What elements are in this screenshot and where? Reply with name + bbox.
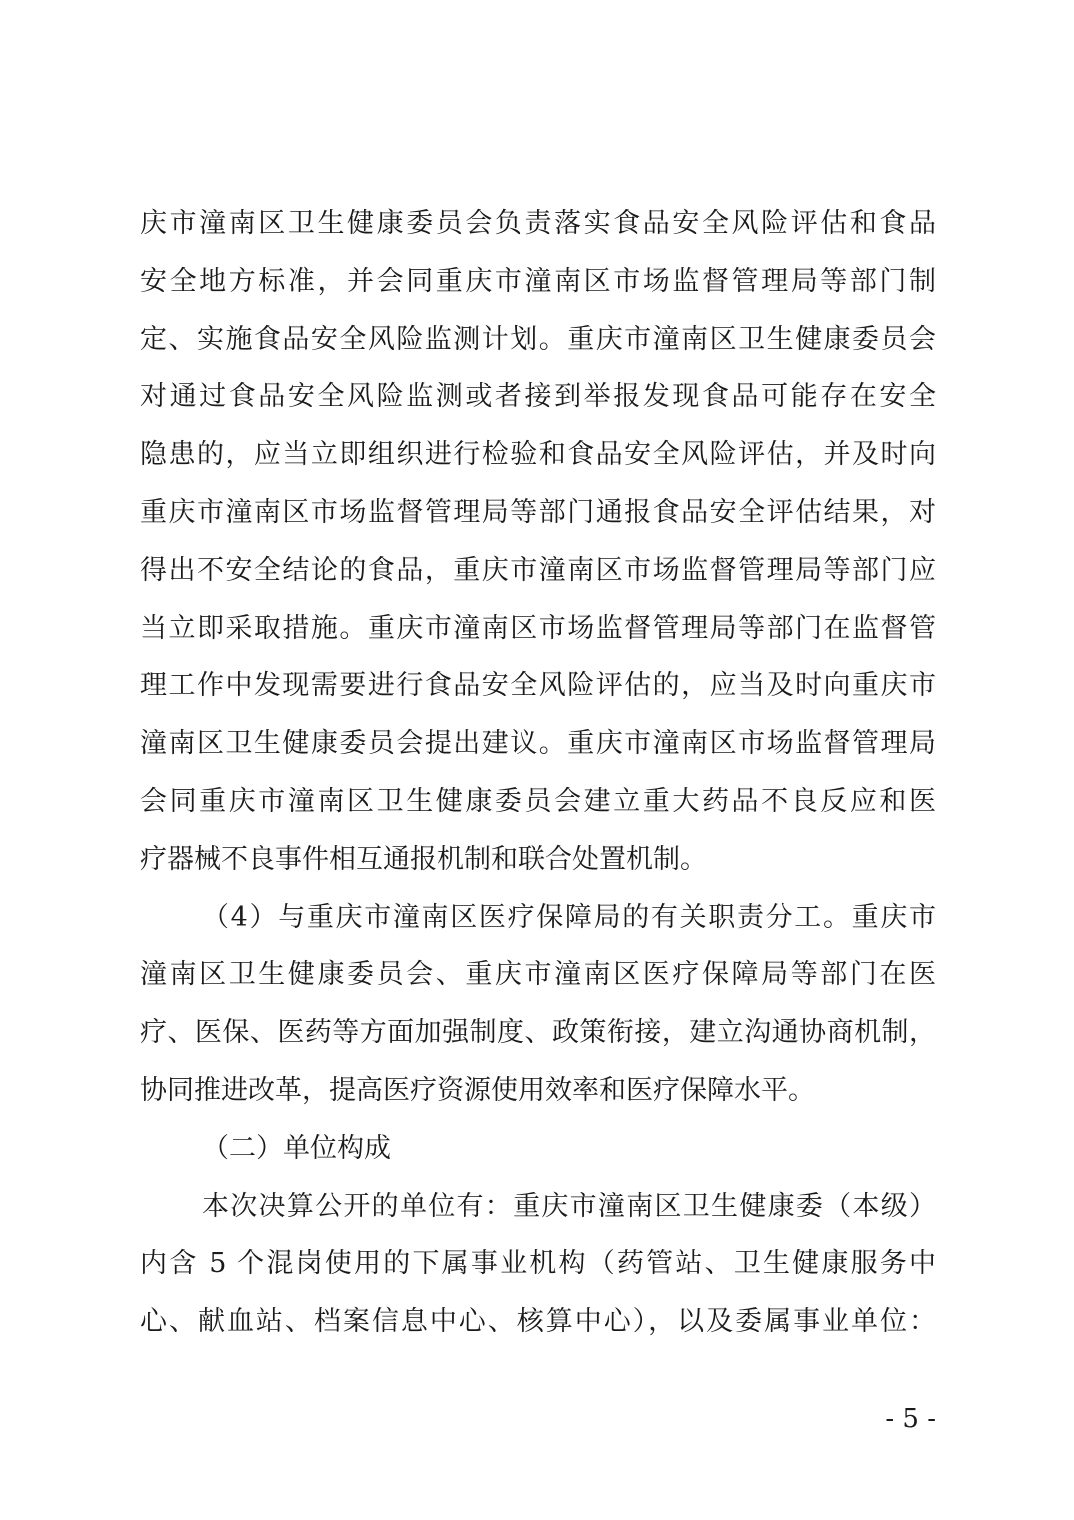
page-number: - 5 -: [885, 1404, 936, 1434]
text-line: 潼南区卫生健康委员会提出建议。重庆市潼南区市场监督管理局: [140, 728, 936, 760]
text-line: 潼南区卫生健康委员会、重庆市潼南区医疗保障局等部门在医: [140, 959, 936, 991]
text-line: 庆市潼南区卫生健康委员会负责落实食品安全风险评估和食品: [140, 208, 936, 239]
text-line: 定、实施食品安全风险监测计划。重庆市潼南区卫生健康委员会: [140, 323, 936, 355]
text-line: 当立即采取措施。重庆市潼南区市场监督管理局等部门在监督管: [140, 612, 936, 644]
text-line: 对通过食品安全风险监测或者接到举报发现食品可能存在安全: [140, 381, 936, 413]
text-line: 重庆市潼南区市场监督管理局等部门通报食品安全评估结果，对: [140, 496, 936, 528]
text-line: 理工作中发现需要进行食品安全风险评估的，应当及时向重庆市: [140, 670, 936, 702]
paragraph-disclosed-units: [140, 1178, 936, 1351]
document-body: [140, 195, 936, 1351]
text-line: 得出不安全结论的食品，重庆市潼南区市场监督管理局等部门应: [140, 554, 936, 586]
text-line: 安全地方标准，并会同重庆市潼南区市场监督管理局等部门制: [140, 265, 936, 297]
section-heading: （二）单位构成: [202, 1132, 391, 1164]
text-line: 会同重庆市潼南区卫生健康委员会建立重大药品不良反应和医: [140, 785, 936, 817]
text-line: 疗器械不良事件相互通报机制和联合处置机制。: [140, 843, 707, 875]
text-line: 内含 5 个混岗使用的下属事业机构（药管站、卫生健康服务中: [140, 1248, 936, 1280]
text-line: 心、献血站、档案信息中心、核算中心），以及委属事业单位：: [140, 1306, 936, 1338]
text-line: 本次决算公开的单位有：重庆市潼南区卫生健康委（本级）: [202, 1190, 936, 1222]
text-line: 隐患的，应当立即组织进行检验和食品安全风险评估，并及时向: [140, 439, 936, 471]
paragraph-food-safety: [140, 195, 936, 889]
text-line: 疗、医保、医药等方面加强制度、政策衔接，建立沟通协商机制，: [140, 1017, 936, 1049]
paragraph-medical-security: [140, 889, 936, 1120]
text-line: 协同推进改革，提高医疗资源使用效率和医疗保障水平。: [140, 1074, 815, 1106]
text-line: （4）与重庆市潼南区医疗保障局的有关职责分工。重庆市: [202, 901, 936, 933]
section-heading-unit-composition: [140, 1120, 936, 1178]
